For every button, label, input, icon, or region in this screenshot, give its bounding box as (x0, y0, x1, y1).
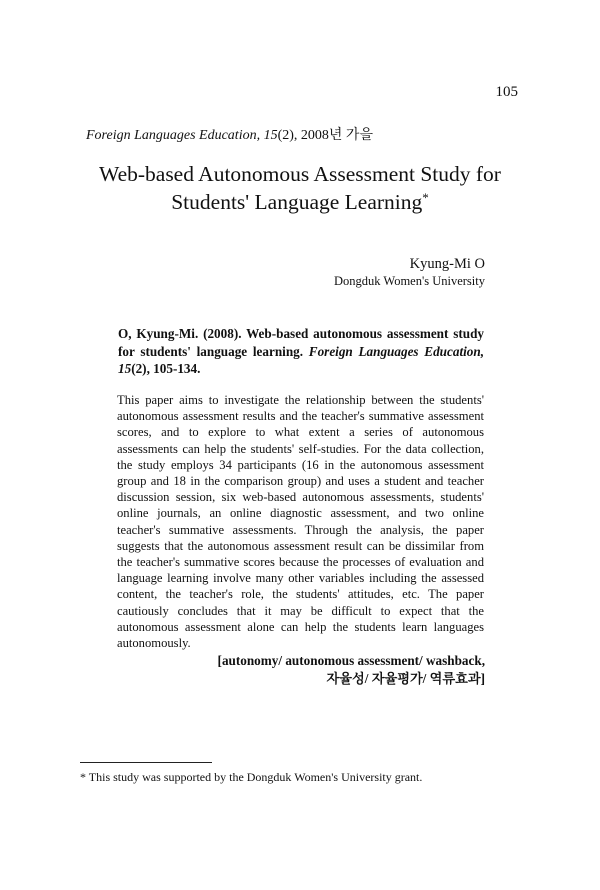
title-line-2 (60, 188, 540, 216)
citation-journal: Foreign Languages Education, (308, 343, 485, 359)
journal-volume: 15 (263, 128, 278, 143)
citation-lead: O, Kyung-Mi. (2008). Web-based autonomous assessment study for students' language learning. (118, 326, 484, 359)
author-name: Kyung-Mi O (409, 256, 485, 272)
title-footnote-mark: * (422, 190, 429, 205)
keywords-line-1: [autonomy/ autonomous assessment/ washback, (217, 653, 485, 668)
page-number: 105 (495, 84, 518, 100)
footnote-divider (80, 762, 212, 763)
title-line-1: Web-based Autonomous Assessment Study for (99, 162, 501, 186)
journal-issue: (2), (277, 128, 298, 143)
keywords (218, 652, 485, 687)
journal-date: 2008년 가을 (300, 128, 373, 143)
author-affiliation: Dongduk Women's University (333, 274, 485, 288)
citation-volume: 15 (118, 361, 132, 376)
keywords-line-2: 자율성/ 자율평가/ 역류효과] (326, 670, 485, 686)
journal-header (86, 124, 373, 144)
title-line-2-text: Students' Language Learning (171, 190, 423, 214)
citation-rest: (2), 105-134. (131, 361, 201, 376)
footnote: * This study was supported by the Dongduk Women's University grant. (80, 770, 423, 784)
citation (118, 325, 484, 378)
journal-name: Foreign Languages Education, (86, 128, 261, 143)
abstract-text: This paper aims to investigate the relationship between the students' autonomous assessment results and the teacher's summative assessment scores, and to explore to what extent a series of autonomous assessments can help the students' self-studies. For the data collection, the study employs 34 participants (16 in the autonomous assessment group and 18 in the comparison group) and uses a student and teacher discussion session, six web-based autonomous assessments, students' online journals, an online diagnostic assessment, and two online teacher's summative assessments. Through the analysis, the paper suggests that the autonomous assessment result can be dissimilar from the teacher's summative scores because the processes of evaluation and language learning involve many other variables including the assessed content, the teacher's role, the students' attitudes, etc. The paper cautiously concludes that it may be difficult to expect that the autonomous assessment alone can help the students learn languages autonomously. (117, 393, 484, 651)
paper-title (60, 160, 540, 216)
